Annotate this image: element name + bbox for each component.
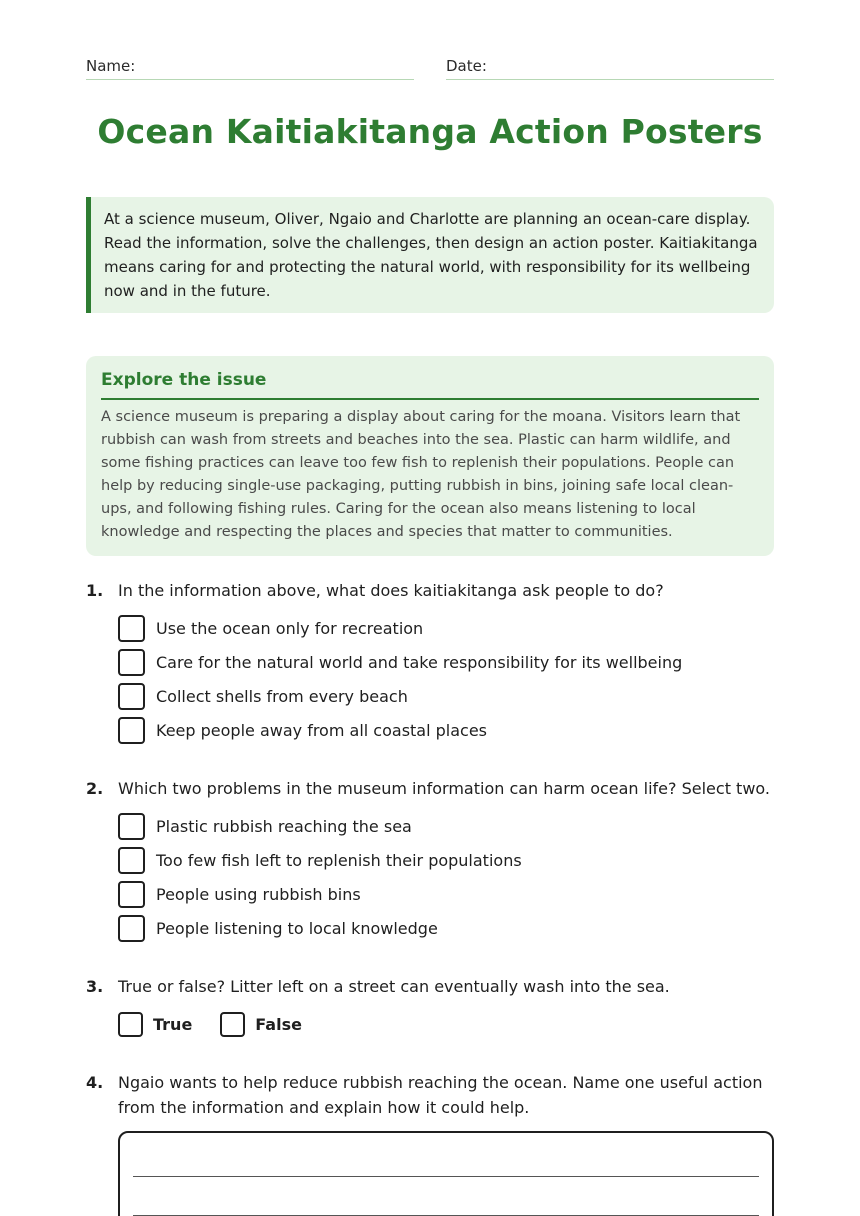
true-label: True	[153, 1014, 193, 1034]
question-text: Which two problems in the museum information can harm ocean life? Select two.	[118, 779, 770, 798]
option-item[interactable]	[118, 877, 774, 911]
answer-box[interactable]	[118, 1131, 774, 1216]
question-1	[86, 578, 774, 747]
option-item[interactable]	[118, 611, 774, 645]
options-list	[118, 611, 774, 747]
option-label: People listening to local knowledge	[156, 918, 438, 938]
page-title: Ocean Kaitiakitanga Action Posters	[97, 112, 763, 151]
checkbox[interactable]	[118, 881, 145, 908]
question-number: 3.	[86, 977, 104, 996]
question-3	[86, 974, 774, 1041]
date-field[interactable]	[446, 52, 774, 80]
question-2	[86, 776, 774, 945]
true-option[interactable]	[118, 1012, 192, 1037]
question-number: 4.	[86, 1073, 104, 1092]
answer-line	[133, 1176, 759, 1177]
intro-panel: At a science museum, Oliver, Ngaio and Charlotte are planning an ocean-care display. Read the information, solve the challenges, then design an action poster. Kaitiakitanga means caring for and protecting the natural world, with responsibility for its wellbeing now and in the future.	[86, 197, 774, 313]
option-item[interactable]	[118, 713, 774, 747]
question-text: True or false? Litter left on a street can eventually wash into the sea.	[118, 977, 670, 996]
question-number: 1.	[86, 581, 104, 600]
checkbox[interactable]	[118, 615, 145, 642]
option-label: Too few fish left to replenish their populations	[156, 850, 522, 870]
name-label: Name:	[86, 57, 136, 75]
option-label: Keep people away from all coastal places	[156, 720, 488, 740]
explore-panel	[86, 356, 774, 556]
true-false-options	[118, 1007, 774, 1041]
explore-body: A science museum is preparing a display about caring for the moana. Visitors learn that rubbish can wash from streets and beaches into the sea. Plastic can harm wildlife, and some fishing practices can leave too few fish to replenish their populations. People can help by reducing single-use packaging, putting rubbish in bins, joining safe local clean-ups, and following fishing rules. Caring for the ocean also means listening to local knowledge and respecting the places and species that matter to communities.	[101, 409, 741, 540]
question-number: 2.	[86, 779, 104, 798]
name-field[interactable]	[86, 52, 414, 80]
header-fields	[86, 52, 774, 80]
option-item[interactable]	[118, 911, 774, 945]
checkbox[interactable]	[118, 813, 145, 840]
checkbox[interactable]	[118, 649, 145, 676]
option-item[interactable]	[118, 809, 774, 843]
options-list	[118, 809, 774, 945]
option-item[interactable]	[118, 645, 774, 679]
checkbox[interactable]	[118, 847, 145, 874]
option-item[interactable]	[118, 843, 774, 877]
question-4	[86, 1070, 774, 1120]
question-text: In the information above, what does kaitiakitanga ask people to do?	[118, 581, 664, 600]
checkbox[interactable]	[220, 1012, 245, 1037]
option-label: Care for the natural world and take responsibility for its wellbeing	[156, 652, 683, 672]
date-label: Date:	[446, 57, 487, 75]
option-label: Plastic rubbish reaching the sea	[156, 816, 412, 836]
checkbox[interactable]	[118, 1012, 143, 1037]
false-option[interactable]	[220, 1012, 302, 1037]
false-label: False	[255, 1014, 302, 1034]
checkbox[interactable]	[118, 683, 145, 710]
option-label: Use the ocean only for recreation	[156, 618, 424, 638]
checkbox[interactable]	[118, 915, 145, 942]
option-label: People using rubbish bins	[156, 884, 361, 904]
option-item[interactable]	[118, 679, 774, 713]
explore-heading: Explore the issue	[101, 370, 759, 400]
option-label: Collect shells from every beach	[156, 686, 408, 706]
checkbox[interactable]	[118, 717, 145, 744]
question-text: Ngaio wants to help reduce rubbish reaching the ocean. Name one useful action from the information and explain how it could help.	[118, 1073, 763, 1117]
